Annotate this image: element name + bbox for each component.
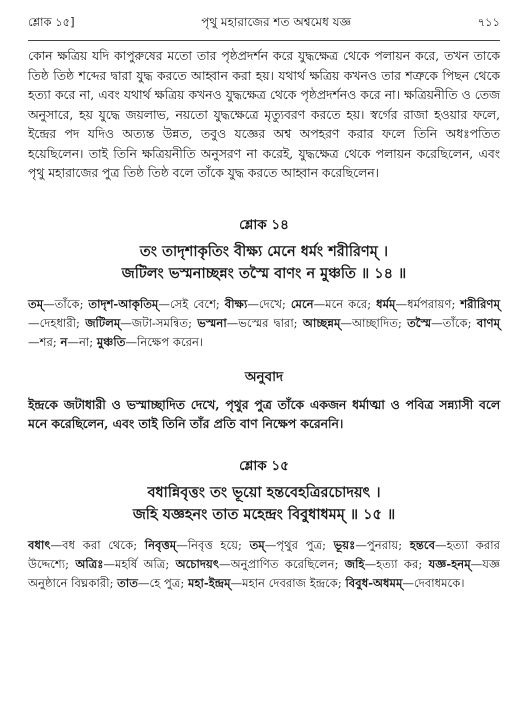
book-page [28,14,500,593]
page-number: ৭১১ [477,15,500,29]
synonym-meaning: ভস্মের দ্বারা; [238,315,298,330]
synonym-meaning: মহর্ষি অত্রি; [115,556,170,571]
synonym-meaning: দেখে; [258,296,286,311]
synonym-word: মুঞ্চতি [96,334,126,349]
synonym-word: জহি [344,556,365,571]
synonym-word: তম্ [249,537,265,552]
verse-15-line-1: বধান্নিবৃত্তং তং ভূয়ো হন্তবেহত্রিরচোদয়ৎ । [147,484,381,501]
synonym-meaning: অনুপ্রাণিত করেছিলেন; [230,556,339,571]
synonym-meaning: নিক্ষেপ করেন। [137,334,204,349]
synonym-meaning: যজ্ঞ অনুষ্ঠানে বিঘ্নকারী; [28,556,501,590]
synonym-meaning: জটা-সমন্বিত; [131,315,193,330]
synonym-word: নিবৃত্তম্ [144,537,177,552]
chapter-title: পৃথু মহারাজের শত অশ্বমেধ যজ্ঞ [201,15,352,29]
synonym-meaning: তাঁকে; [442,315,472,330]
synonym-meaning: পৃথুর পুত্র; [276,537,326,552]
verse-15-synonyms: বধাৎ—বধ করা থেকে; নিবৃত্তম্—নিবৃত্ত হয়ে; তম্—পৃথুর পুত্র; ভূয়ঃ—পুনরায়; হন্তবে—হত্যা করার উদ্দেশ্যে; অত্রিঃ—মহর্ষি অত্রি; অচোদয়ৎ—অনুপ্রাণিত করেছিলেন; জহি—হত্যা কর; যজ্ঞ-হনম্—যজ্ঞ অনুষ্ঠানে বিঘ্নকারী; তাত—হে পুত্র; মহা-ইন্দ্রম্—মহান দেবরাজ ইন্দ্রকে; বিবুধ-অধমম্—দেবাধমকে। [28,537,501,590]
synonym-meaning: হে পুত্র; [149,575,185,590]
synonym-word: হন্তবে [409,537,436,552]
synonym-word: তম্ [28,296,44,311]
verse-reference: শ্লোক ১৫] [28,15,75,29]
synonym-word: ভূয়ঃ [333,537,356,552]
verse-14-line-2: জটিলং ভস্মনাচ্ছন্নং তস্মৈ বাণং ন মুঞ্চতি ॥ ১৪ ॥ [121,265,407,282]
synonym-word: তাত [117,575,138,590]
synonym-word: বাণম্ [476,315,501,330]
synonym-word: অচোদয়ৎ [175,556,220,571]
synonym-word: যজ্ঞ-হনম্ [428,556,471,571]
synonym-word: তস্মৈ [407,315,432,330]
synonym-meaning: দেবাধমকে। [414,575,465,590]
synonym-meaning: নিবৃত্ত হয়ে; [187,537,242,552]
verse-14-line-1: তং তাদৃশাকৃতিং বীক্ষ্য মেনে ধর্মং শরীরিণম্ । [139,243,389,260]
synonym-meaning: শর; [39,334,57,349]
synonym-word: আচ্ছন্নম্ [302,315,341,330]
synonym-word: শরীরিণম্ [460,296,501,311]
synonym-word: বধাৎ [28,537,51,552]
synonym-word: মহা-ইন্দ্রম্ [188,575,231,590]
synonym-word: মেনে [290,296,314,311]
synonym-meaning: মহান দেবরাজ ইন্দ্রকে; [242,575,342,590]
synonym-meaning: ধর্মপরায়ণ; [407,296,456,311]
synonym-word: বীক্ষ্য [224,296,248,311]
verse-14 [28,214,500,285]
synonym-word: তাদৃশ-আকৃতিম্ [88,296,159,311]
synonym-word: ভস্মনা [197,315,227,330]
purport-paragraph: কোন ক্ষত্রিয় যদি কাপুরুষের মতো তার পৃষ্ঠপ্রদর্শন করে যুদ্ধক্ষেত্র থেকে পলায়ন করে, তখন তাকে তিষ্ঠ তিষ্ঠ শব্দের দ্বারা যুদ্ধ করতে আহ্বান করা হয়। যথার্থ ক্ষত্রিয় কখনও তার শত্রুকে পিছন থেকে হত্যা করে না, এবং যথার্থ ক্ষত্রিয় কখনও যুদ্ধক্ষেত্র থেকে পৃষ্ঠপ্রদর্শনও করে না। ক্ষত্রিয়নীতি ও তেজ অনুসারে, হয় যুদ্ধে জয়লাভ, নয়তো যুদ্ধক্ষেত্রে মৃত্যুবরণ করতে হয়। স্বর্গের রাজা হওয়ার ফলে, ইন্দ্রের পদ যদিও অত্যন্ত উন্নত, তবুও যজ্ঞের অশ্ব অপহরণ করার ফলে তিনি অধঃপতিত হয়েছিলেন। তাই তিনি ক্ষত্রিয়নীতি অনুসরণ না করেই, যুদ্ধক্ষেত্র থেকে পলায়ন করেছিলেন, এবং পৃথু মহারাজের পুত্র তিষ্ঠ তিষ্ঠ বলে তাঁকে যুদ্ধ করতে আহ্বান করেছিলেন। [28,49,500,180]
translation-text: ইন্দ্রকে জটাধারী ও ভস্মাচ্ছাদিত দেখে, পৃথুর পুত্র তাঁকে একজন ধর্মাত্মা ও পবিত্র সন্ন্যাসী বলে মনে করেছিলেন, এবং তাই তিনি তাঁর প্রতি বাণ নিক্ষেপ করেননি। [28,396,500,431]
running-header [28,14,500,41]
verse-14-heading: শ্লোক ১৪ [239,216,289,233]
synonym-word: বিবুধ-অধমম্ [345,575,403,590]
synonym-meaning: পুনরায়; [366,537,403,552]
synonym-word: অত্রিঃ [75,556,104,571]
synonym-meaning: হত্যা কর; [376,556,423,571]
synonym-word: জটিলম্ [85,315,121,330]
synonym-meaning: তাঁকে; [54,296,84,311]
synonym-meaning: হত্যা করার উদ্দেশ্যে; [28,537,501,571]
synonym-meaning: সেই বেশে; [169,296,220,311]
verse-15 [28,455,500,526]
synonym-meaning: বধ করা থেকে; [62,537,138,552]
synonym-word: ধর্মম্ [376,296,396,311]
verse-14-synonyms: তম্—তাঁকে; তাদৃশ-আকৃতিম্—সেই বেশে; বীক্ষ্য—দেখে; মেনে—মনে করে; ধর্মম্—ধর্মপরায়ণ; শরীরিণম্—দেহধারী; জটিলম্—জটা-সমন্বিত; ভস্মনা—ভস্মের দ্বারা; আচ্ছন্নম্—আচ্ছাদিত; তস্মৈ—তাঁকে; বাণম্—শর; ন—না; মুঞ্চতি—নিক্ষেপ করেন। [28,296,501,349]
synonym-meaning: মনে করে; [325,296,372,311]
synonym-meaning: দেহধারী; [39,315,80,330]
verse-15-line-2: জহি যজ্ঞহনং তাত মহেন্দ্রং বিবুধাধমম্ ॥ ১৫ ॥ [132,506,396,523]
synonym-meaning: না; [78,334,94,349]
synonym-word: ন [60,334,68,349]
verse-15-heading: শ্লোক ১৫ [239,457,289,474]
translation-heading: অনুবাদ [244,368,284,385]
synonym-meaning: আচ্ছাদিত; [351,315,402,330]
